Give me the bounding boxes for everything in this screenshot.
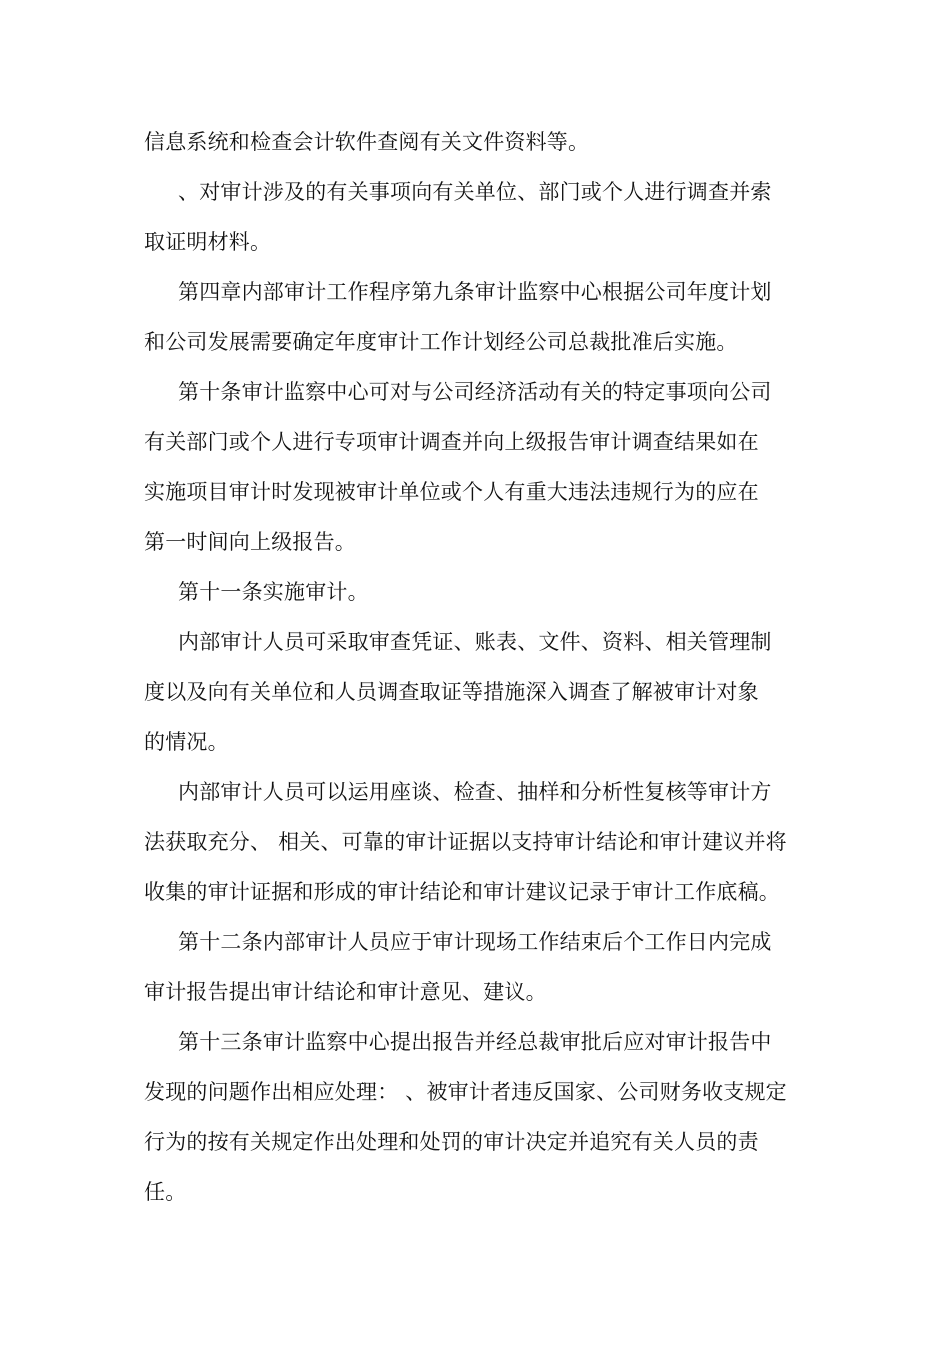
text-line: 内部审计人员可以运用座谈、检查、抽样和分析性复核等审计方 [178, 780, 772, 804]
text-line: 信息系统和检查会计软件查阅有关文件资料等。 [144, 130, 590, 154]
text-line: 和公司发展需要确定年度审计工作计划经公司总裁批准后实施。 [144, 330, 738, 354]
text-line: 审计报告提出审计结论和审计意见、建议。 [144, 980, 547, 1004]
text-line: 第十一条实施审计。 [178, 580, 369, 604]
text-line: 法获取充分、 相关、可靠的审计证据以支持审计结论和审计建议并将 [144, 830, 787, 854]
text-line: 收集的审计证据和形成的审计结论和审计建议记录于审计工作底稿。 [144, 880, 780, 904]
text-line: 的情况。 [144, 730, 229, 754]
text-line: 第十条审计监察中心可对与公司经济活动有关的特定事项向公司 [178, 380, 772, 404]
text-line: 、对审计涉及的有关事项向有关单位、部门或个人进行调查并索 [178, 180, 772, 204]
text-line: 第十三条审计监察中心提出报告并经总裁审批后应对审计报告中 [178, 1030, 772, 1054]
text-line: 行为的按有关规定作出处理和处罚的审计决定并追究有关人员的责 [144, 1130, 759, 1154]
text-line: 发现的问题作出相应处理： 、被审计者违反国家、公司财务收支规定 [144, 1080, 787, 1104]
text-line: 有关部门或个人进行专项审计调查并向上级报告审计调查结果如在 [144, 430, 759, 454]
text-line: 任。 [144, 1180, 187, 1204]
text-line: 第四章内部审计工作程序第九条审计监察中心根据公司年度计划 [178, 280, 772, 304]
text-line: 第一时间向上级报告。 [144, 530, 356, 554]
text-line: 实施项目审计时发现被审计单位或个人有重大违法违规行为的应在 [144, 480, 759, 504]
text-line: 第十二条内部审计人员应于审计现场工作结束后个工作日内完成 [178, 930, 772, 954]
text-line: 取证明材料。 [144, 230, 272, 254]
text-line: 内部审计人员可采取审查凭证、账表、文件、资料、相关管理制 [178, 630, 772, 654]
text-line: 度以及向有关单位和人员调查取证等措施深入调查了解被审计对象 [144, 680, 759, 704]
